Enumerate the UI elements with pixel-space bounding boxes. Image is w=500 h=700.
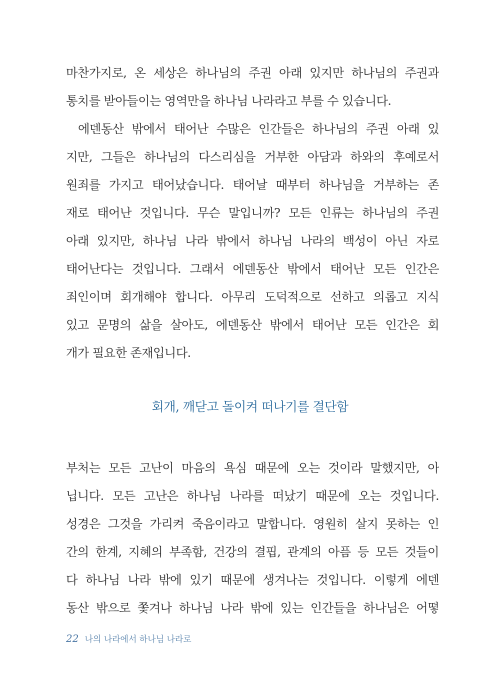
paragraph-2-line: 개가 필요한 존재입니다.: [66, 346, 191, 360]
paragraph-2-line: 태어난다는 것입니다. 그래서 에덴동산 밖에서 태어난 모든 인간은: [66, 262, 439, 276]
paragraph-2-line: 에덴동산 밖에서 태어난 수많은 인간들은 하나님의 주권 아래 있: [78, 122, 439, 136]
paragraph-1-line: 마찬가지로, 온 세상은 하나님의 주권 아래 있지만 하나님의 주권과: [66, 66, 439, 80]
paragraph-3-line: 성경은 그것을 가리켜 죽음이라고 말합니다. 영원히 살지 못하는 인: [66, 517, 439, 531]
section-heading: 회개, 깨닫고 돌이켜 떠나기를 결단함: [151, 399, 349, 414]
paragraph-3-line: 동산 밖으로 쫓겨나 하나님 나라 밖에 있는 인간들을 하나님은 어떻: [66, 601, 439, 615]
paragraph-2-line: 아래 있지만, 하나님 나라 밖에서 하나님 나라의 백성이 아닌 자로: [66, 234, 439, 248]
page-number: 22: [66, 634, 79, 645]
paragraph-2-line: 지만, 그들은 하나님의 다스리심을 거부한 아담과 하와의 후예로서: [66, 150, 439, 164]
paragraph-2-line: 죄인이며 회개해야 합니다. 아무리 도덕적으로 선하고 의롭고 지식: [66, 290, 439, 304]
paragraph-3-line: 간의 한계, 지혜의 부족함, 건강의 결핍, 관계의 아픔 등 모든 것들이: [66, 545, 439, 559]
paragraph-3-line: 부처는 모든 고난이 마음의 욕심 때문에 오는 것이라 말했지만, 아: [66, 461, 439, 475]
page-footer: [66, 634, 191, 646]
running-title: 나의 나라에서 하나님 나라로: [84, 635, 192, 645]
paragraph-2-line: 있고 문명의 삶을 살아도, 에덴동산 밖에서 태어난 모든 인간은 회: [66, 318, 439, 332]
paragraph-2-line: 원죄를 가지고 태어났습니다. 태어날 때부터 하나님을 거부하는 존: [66, 178, 439, 192]
paragraph-1-line: 통치를 받아들이는 영역만을 하나님 나라라고 부를 수 있습니다.: [66, 94, 392, 108]
paragraph-3-line: 닙니다. 모든 고난은 하나님 나라를 떠났기 때문에 오는 것입니다.: [66, 489, 439, 503]
paragraph-3-line: 다 하나님 나라 밖에 있기 때문에 생겨나는 것입니다. 이렇게 에덴: [66, 573, 439, 587]
paragraph-2-line: 재로 태어난 것입니다. 무슨 말입니까? 모든 인류는 하나님의 주권: [66, 206, 439, 220]
